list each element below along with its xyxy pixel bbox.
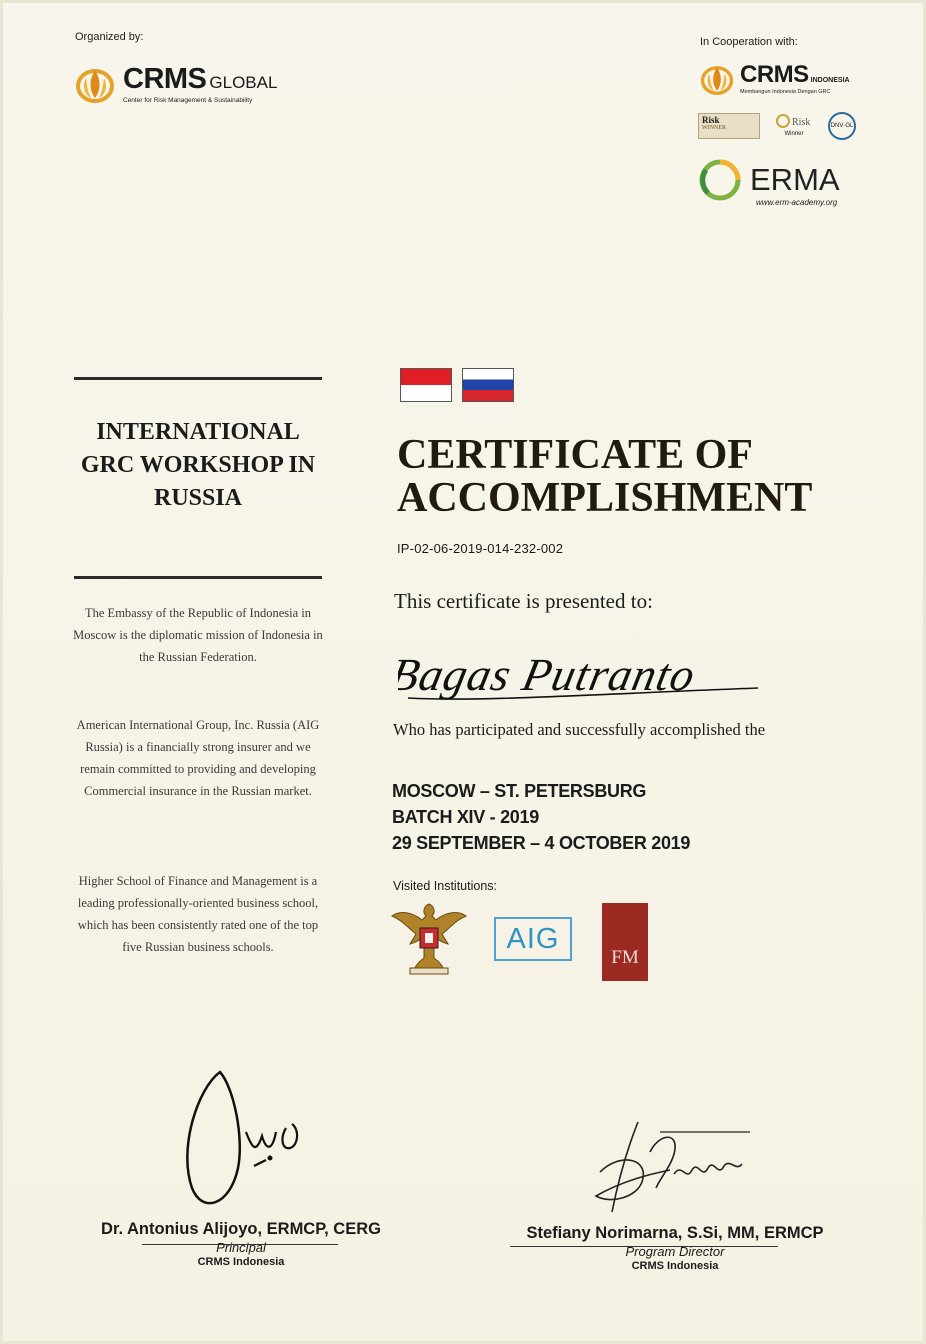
crms-global-name: CRMS xyxy=(123,62,207,95)
hsfm-logo xyxy=(602,903,648,981)
russia-flag-icon xyxy=(462,368,514,402)
hsfm-paragraph: Higher School of Finance and Management is a leading professionally-oriented business school, which has been consistently rated one of the top five Russian business schools. xyxy=(77,874,319,954)
crms-global-suffix: GLOBAL xyxy=(209,72,278,92)
crms-indonesia-name: CRMS xyxy=(740,61,809,88)
dnv-badge-text: DNV·GL xyxy=(830,123,854,129)
event-location: MOSCOW – ST. PETERSBURG xyxy=(392,781,647,801)
svg-text:Risk: Risk xyxy=(792,117,811,128)
crms-flame-icon xyxy=(700,60,734,96)
event-batch: BATCH XIV - 2019 xyxy=(392,807,539,827)
aig-logo-text: AIG xyxy=(506,922,560,955)
principal-name: Dr. Antonius Alijoyo, ERMCP, CERG xyxy=(101,1220,381,1238)
director-signer xyxy=(470,1224,880,1272)
aig-logo xyxy=(494,917,572,961)
certificate-title-line2: ACCOMPLISHMENT xyxy=(397,475,813,521)
crms-indonesia-suffix: INDONESIA xyxy=(810,77,850,84)
garuda-emblem-icon xyxy=(388,898,470,980)
crms-flame-icon xyxy=(75,62,115,104)
director-org: CRMS Indonesia xyxy=(631,1260,719,1272)
erma-logo xyxy=(698,158,840,202)
certificate-id: IP-02-06-2019-014-232-002 xyxy=(397,541,564,556)
winner-text: Winner xyxy=(784,131,804,137)
crms-global-logo xyxy=(75,62,277,104)
participated-text: Who has participated and successfully accomplished the xyxy=(393,720,766,739)
aig-paragraph: American International Group, Inc. Russia (AIG Russia) is a financially strong insurer and we remain committed to providing and developing Commercial insurance in the Russian market. xyxy=(76,718,320,798)
principal-signer xyxy=(60,1220,422,1268)
crms-indonesia-logo xyxy=(700,60,850,96)
presented-to-text: This certificate is presented to: xyxy=(394,589,653,613)
embassy-paragraph: The Embassy of the Republic of Indonesia in Moscow is the diplomatic mission of Indonesia in the Russian Federation. xyxy=(73,606,323,664)
crms-global-tagline: Center for Risk Management & Sustainability xyxy=(123,96,253,104)
winner-award xyxy=(768,114,820,138)
principal-org: CRMS Indonesia xyxy=(197,1256,285,1268)
director-role: Program Director xyxy=(625,1244,725,1259)
erma-name: ERMA xyxy=(750,162,840,197)
left-bottom-rule xyxy=(74,576,322,579)
erma-ring-icon xyxy=(698,158,742,202)
risk-award-sub: WINNER xyxy=(702,125,726,131)
event-dates: 29 SEPTEMBER – 4 OCTOBER 2019 xyxy=(392,833,691,853)
recipient-name-signature xyxy=(398,632,768,717)
principal-signature xyxy=(168,1058,328,1218)
svg-text:Bagas Putranto: Bagas Putranto xyxy=(398,650,701,701)
principal-role: Principal xyxy=(216,1240,266,1255)
erma-url: www.erm-academy.org xyxy=(756,198,838,207)
organized-by-label: Organized by: xyxy=(75,31,144,43)
certificate-title-line1: CERTIFICATE OF xyxy=(397,432,753,478)
dnv-certification-badge xyxy=(828,112,856,140)
certificate-title xyxy=(397,434,897,520)
risk-award-badge xyxy=(698,113,760,139)
indonesia-flag-icon xyxy=(400,368,452,402)
visited-institutions-label: Visited Institutions: xyxy=(393,879,497,893)
left-top-rule xyxy=(74,377,322,380)
cooperation-label: In Cooperation with: xyxy=(700,36,798,48)
event-details xyxy=(392,778,690,856)
award-ribbon-icon xyxy=(774,114,814,128)
awards-row xyxy=(698,112,856,140)
workshop-title: INTERNATIONAL GRC WORKSHOP IN RUSSIA xyxy=(80,419,316,511)
director-name: Stefiany Norimarna, S.Si, MM, ERMCP xyxy=(526,1224,824,1242)
risk-award-title: Risk xyxy=(702,115,720,125)
director-signature xyxy=(590,1112,760,1222)
crms-indonesia-tagline: Membangun Indonesia Dengan GRC xyxy=(740,89,831,95)
hsfm-logo-text: FM xyxy=(611,947,639,968)
